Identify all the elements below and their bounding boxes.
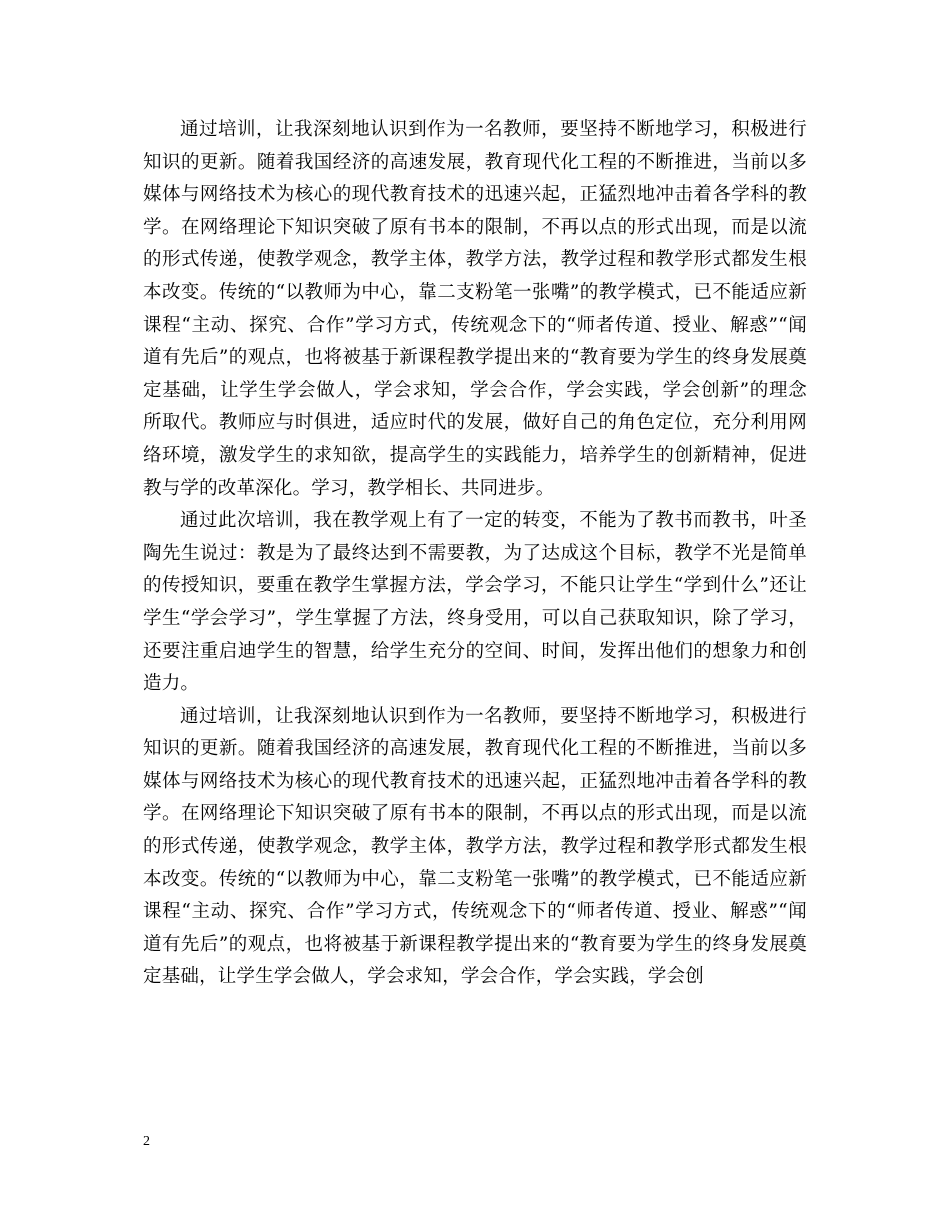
paragraph: 通过此次培训，我在教学观上有了一定的转变，不能为了教书而教书，叶圣陶先生说过：教是为了最终达到不需要教，为了达成这个目标，教学不光是简单的传授知识，要重在教学生掌握方法，学会学习，不能只让学生“学到什么”还让学生“学会学习”，学生掌握了方法，终身受用，可以自己获取知识，除了学习，还要注重启迪学生的智慧，给学生充分的空间、时间，发挥出他们的想象力和创造力。 (143, 510, 807, 695)
paragraph: 通过培训，让我深刻地认识到作为一名教师，要坚持不断地学习，积极进行知识的更新。随着我国经济的高速发展，教育现代化工程的不断推进，当前以多媒体与网络技术为核心的现代教育技术的迅速兴起，正猛烈地冲击着各学科的教学。在网络理论下知识突破了原有书本的限制，不再以点的形式出现，而是以流的形式传递，使教学观念，教学主体，教学方法，教学过程和教学形式都发生根本改变。传统的“以教师为中心，靠二支粉笔一张嘴”的教学模式，已不能适应新课程“主动、探究、合作”学习方式，传统观念下的“师者传道、授业、解惑”“闻道有先后”的观点，也将被基于新课程教学提出来的“教育要为学生的终身发展奠定基础，让学生学会做人，学会求知，学会合作，学会实践，学会创新”的理念所取代。教师应与时俱进，适应时代的发展，做好自己的角色定位，充分利用网络环境，激发学生的求知欲，提高学生的实践能力，培养学生的创新精神，促进教与学的改革深化。学习，教学相长、共同进步。 (143, 119, 807, 499)
paragraph: 通过培训，让我深刻地认识到作为一名教师，要坚持不断地学习，积极进行知识的更新。随着我国经济的高速发展，教育现代化工程的不断推进，当前以多媒体与网络技术为核心的现代教育技术的迅速兴起，正猛烈地冲击着各学科的教学。在网络理论下知识突破了原有书本的限制，不再以点的形式出现，而是以流的形式传递，使教学观念，教学主体，教学方法，教学过程和教学形式都发生根本改变。传统的“以教师为中心，靠二支粉笔一张嘴”的教学模式，已不能适应新课程“主动、探究、合作”学习方式，传统观念下的“师者传道、授业、解惑”“闻道有先后”的观点，也将被基于新课程教学提出来的“教育要为学生的终身发展奠定基础，让学生学会做人，学会求知，学会合作，学会实践，学会创 (143, 705, 807, 988)
body-text (143, 114, 807, 994)
page-number: 2 (143, 1134, 150, 1149)
